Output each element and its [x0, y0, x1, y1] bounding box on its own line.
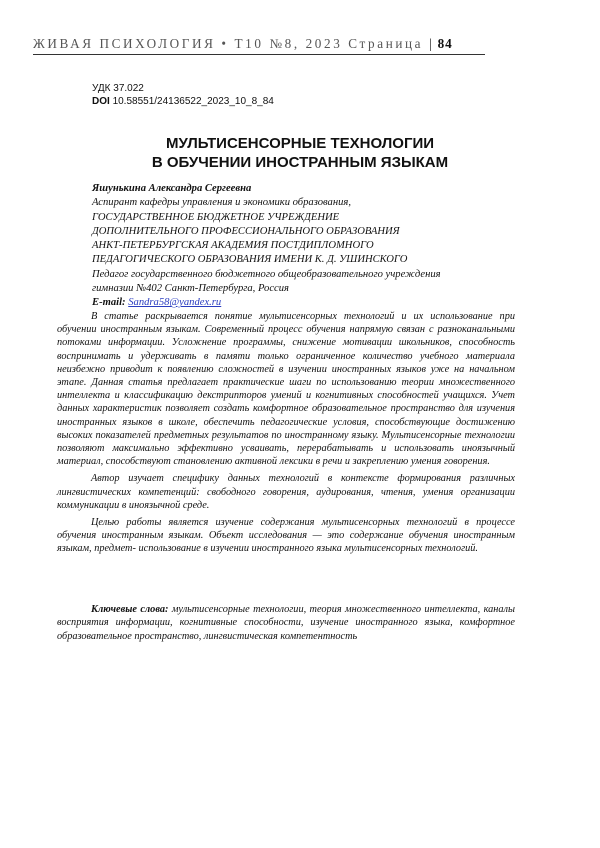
journal-name: ЖИВАЯ ПСИХОЛОГИЯ • Т10 №8, 2023 [33, 36, 343, 51]
title-line-1: МУЛЬТИСЕНСОРНЫЕ ТЕХНОЛОГИИ [165, 135, 435, 152]
doi-label: DOI [92, 96, 110, 107]
abstract [57, 310, 515, 560]
title-line-2: В ОБУЧЕНИИ ИНОСТРАННЫМ ЯЗЫКАМ [151, 154, 449, 171]
affiliation-line: ДОПОЛНИТЕЛЬНОГО ПРОФЕССИОНАЛЬНОГО ОБРАЗОВАНИЯ [92, 225, 400, 237]
email-link[interactable]: Sandra58@yandex.ru [128, 297, 222, 309]
page-number: 84 [437, 36, 453, 51]
affiliation-line: ГОСУДАРСТВЕННОЕ БЮДЖЕТНОЕ УЧРЕЖДЕНИЕ [92, 211, 340, 223]
affiliation-line: Педагог государственного бюджетного общеобразовательного учреждения [92, 268, 441, 280]
abstract-paragraph-2: Автор изучает специфику данных технологий в контексте формирования различных лингвистических компетенций: свободного говорения, аудирования, чтения, умения организации коммуникации в иноязычной среде. [57, 473, 515, 511]
article-meta [92, 82, 274, 108]
affiliation-line: АНКТ-ПЕТЕРБУРГСКАЯ АКАДЕМИЯ ПОСТДИПЛОМНОГО [92, 240, 374, 252]
abstract-paragraph-3: Целью работы является изучение содержания мультисенсорных технологий в процессе обучения иностранным языкам. Объект исследования — это содержание обучения иностранным языкам, предмет- использование в изучении иностранного языка мультисенсорных технологий. [57, 517, 515, 555]
keywords-label: Ключевые слова [91, 604, 165, 615]
affiliation-line: гимназии №402 Санкт-Петербурга, Россия [92, 283, 289, 295]
author-info [92, 182, 522, 311]
author-name: Яшунькина Александра Сергеевна [92, 183, 252, 194]
abstract-paragraph-1: В статье раскрывается понятие мультисенсорных технологий и их использование при обучении иностранным языкам. Современный процесс обучения напрямую связан с разноканальными потоками информации. Усложнение программы, снижение мотивации школьников, способность воспринимать и удерживать в памяти только ограниченное количество учебного материала неизбежно приводит к появлению сложностей в изучении иностранных языков уже на начальном этапе. Данная статья предлагает практические шаги по использованию теории множественного интеллекта и классификацию декстрипторов умений и когнитивных способностей учащихся. Учет данных характеристик позволяет создать комфортное образовательное пространство для изучения иностранных языков в школе, обеспечить педагогические условия, способствующие достижению высоких показателей предметных результатов по иностранному языку. Мультисенсорные технологии позволяют максимально эффективно усваивать, перерабатывать и использовать иноязычный материал, способствуют становлению активной лексики в речи и закреплению умения говорения. [57, 311, 515, 468]
affiliation-line: Аспирант кафедры управления и экономики образования, [92, 197, 351, 209]
keywords-section [57, 603, 515, 643]
email-line: E-mail: Sandra58@yandex.ru [92, 297, 222, 309]
keywords-text: мультисенсорные технологии, теория множественного интеллекта, каналы восприятия информации, когнитивные способности, изучение иностранного языка, комфортное образовательное пространство, лингвистическая компетентность [57, 604, 515, 642]
running-header [33, 36, 485, 55]
doi-value: 10.58551/24136522_2023_10_8_84 [112, 96, 274, 107]
keywords-paragraph: Ключевые слова: мультисенсорные технологии, теория множественного интеллекта, каналы восприятия информации, когнитивные способности, изучение иностранного языка, комфортное образовательное пространство, лингвистическая компетентность [57, 604, 515, 642]
email-label: E-mail [92, 297, 123, 309]
page-label: Страница [348, 36, 424, 51]
doi-line [92, 95, 274, 108]
udk-code: УДК 37.022 [92, 83, 144, 94]
affiliation-line: ПЕДАГОГИЧЕСКОГО ОБРАЗОВАНИЯ ИМЕНИ К. Д. УШИНСКОГО [92, 254, 408, 266]
header-separator: | [429, 36, 432, 51]
article-title [60, 134, 540, 172]
